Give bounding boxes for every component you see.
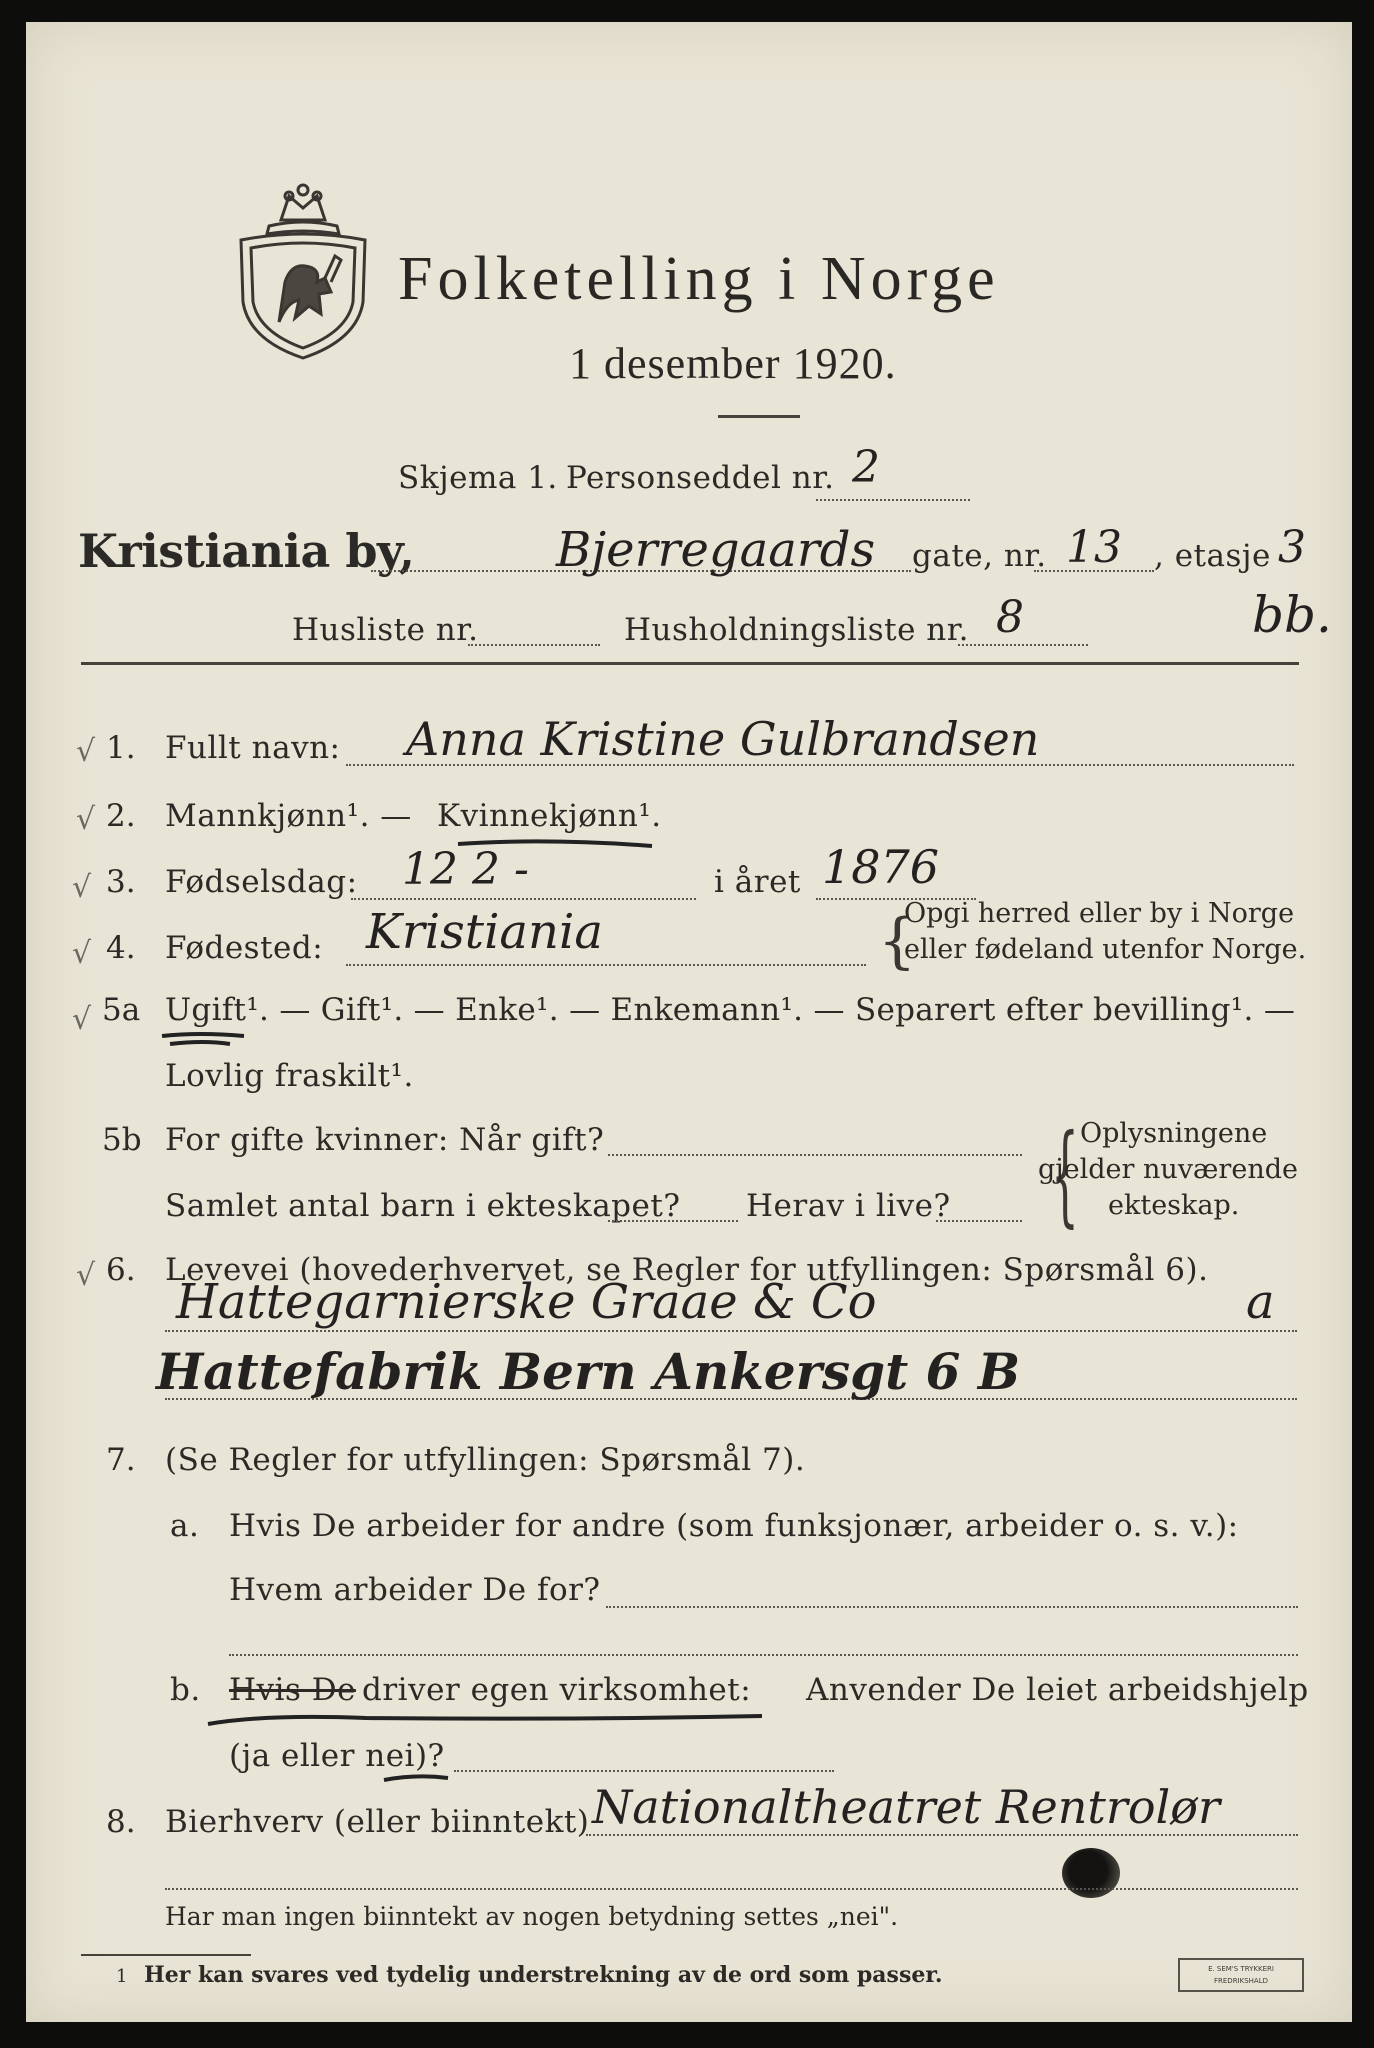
personseddel-line bbox=[816, 499, 970, 501]
checkmark-4: √ bbox=[72, 936, 92, 971]
printer-stamp bbox=[1178, 1958, 1304, 1992]
q8-label: Bierhverv (eller biinntekt) bbox=[165, 1804, 590, 1840]
footer-note: Har man ingen biinntekt av nogen betydning settes „nei". bbox=[165, 1902, 899, 1931]
q3-day-line bbox=[351, 898, 696, 900]
q5b-alive-line bbox=[936, 1220, 1022, 1222]
footnote-number: 1 bbox=[116, 1966, 128, 1987]
q3-number: 3. bbox=[106, 864, 136, 900]
occupation-value-1-tail: a bbox=[1246, 1274, 1275, 1330]
checkmark-2: √ bbox=[76, 802, 96, 837]
q2-number: 2. bbox=[106, 798, 136, 834]
form-title: Folketelling i Norge bbox=[398, 245, 1000, 313]
husholdning-value[interactable]: 8 bbox=[996, 592, 1024, 643]
q5b-brace: { bbox=[1051, 1110, 1079, 1238]
q6-number: 6. bbox=[106, 1252, 136, 1288]
etasje-value[interactable]: 3 bbox=[1278, 522, 1306, 573]
q5b-children: Samlet antal barn i ekteskapet? bbox=[165, 1188, 681, 1224]
q2-male: Mannkjønn¹. — bbox=[165, 798, 412, 834]
husholdning-label: Husholdningsliste nr. bbox=[624, 612, 970, 648]
checkmark-3: √ bbox=[72, 870, 92, 905]
q4-label: Fødested: bbox=[165, 930, 324, 966]
q7b-nei-underline bbox=[382, 1772, 452, 1786]
q7b-text: driver egen virksomhet: bbox=[362, 1672, 752, 1708]
personseddel-value[interactable]: 2 bbox=[852, 442, 880, 493]
q5b-when-line bbox=[608, 1154, 1022, 1156]
full-name-value[interactable]: Anna Kristine Gulbrandsen bbox=[406, 712, 1040, 766]
checkmark-6: √ bbox=[76, 1258, 96, 1293]
q2-female[interactable]: Kvinnekjønn¹. bbox=[437, 798, 662, 834]
q5a-number: 5a bbox=[102, 992, 141, 1028]
occupation-value-1[interactable]: Hattegarnierske Graae & Co bbox=[176, 1274, 877, 1330]
birthplace-value[interactable]: Kristiania bbox=[366, 904, 603, 960]
q6-label: Levevei (hovederhvervet, se Regler for utfyllingen: Spørsmål 6). bbox=[165, 1252, 1209, 1288]
q6-line-1 bbox=[165, 1330, 1297, 1332]
marital-options[interactable]: Ugift¹. — Gift¹. — Enke¹. — Enkemann¹. — Separert efter bevilling¹. — bbox=[165, 992, 1296, 1028]
q4-line bbox=[346, 964, 866, 966]
q7b-strike: Hvis De bbox=[229, 1672, 356, 1708]
gate-label: gate, nr. bbox=[912, 538, 1047, 574]
q4-number: 4. bbox=[106, 930, 136, 966]
marital-options-2[interactable]: Lovlig fraskilt¹. bbox=[165, 1058, 414, 1094]
q8-number: 8. bbox=[106, 1804, 136, 1840]
q5b-note-1: Oplysningene bbox=[1080, 1118, 1268, 1149]
q7b-text2: Anvender De leiet arbeidshjelp bbox=[806, 1672, 1309, 1708]
q4-note-2: eller fødeland utenfor Norge. bbox=[904, 934, 1307, 965]
husliste-line bbox=[468, 644, 600, 646]
etasje-label: , etasje bbox=[1154, 538, 1271, 574]
q7-number: 7. bbox=[106, 1442, 136, 1478]
street-value[interactable]: Bjerregaards bbox=[556, 522, 876, 578]
q8-line bbox=[586, 1834, 1298, 1836]
q5b-when: For gifte kvinner: Når gift? bbox=[165, 1122, 605, 1158]
q1-number: 1. bbox=[106, 730, 136, 766]
footnote-rule bbox=[81, 1954, 251, 1956]
side-income-value[interactable]: Nationaltheatret Rentrolør bbox=[592, 1780, 1220, 1834]
census-form bbox=[26, 22, 1352, 2022]
q7b-line bbox=[454, 1770, 834, 1772]
footnote-text: Her kan svares ved tydelig understrekning av de ord som passer. bbox=[144, 1962, 943, 1988]
q7a-line2: Hvem arbeider De for? bbox=[229, 1572, 601, 1608]
q4-brace: { bbox=[878, 906, 917, 976]
personseddel-label: Personseddel nr. bbox=[566, 460, 835, 496]
q8-line-2 bbox=[165, 1888, 1298, 1890]
q5b-children-line bbox=[608, 1220, 738, 1222]
q7a-line-2 bbox=[229, 1654, 1298, 1656]
q4-note-1: Opgi herred eller by i Norge bbox=[904, 898, 1295, 929]
birthday-value[interactable]: 12 2 - bbox=[402, 844, 529, 895]
q5b-note-3: ekteskap. bbox=[1108, 1190, 1240, 1221]
street-number-value[interactable]: 13 bbox=[1066, 522, 1122, 573]
q7a-line bbox=[606, 1606, 1298, 1608]
birth-year-value[interactable]: 1876 bbox=[822, 840, 940, 894]
skjema-label: Skjema 1. bbox=[398, 460, 558, 496]
coat-of-arms-icon bbox=[229, 182, 377, 362]
q7b-underline bbox=[206, 1710, 766, 1732]
q5b-note-2: gjelder nuværende bbox=[1038, 1154, 1298, 1185]
checkmark-5a: √ bbox=[72, 1002, 92, 1037]
q7b-letter: b. bbox=[170, 1672, 201, 1708]
checkmark-1: √ bbox=[76, 734, 96, 769]
q5b-alive: Herav i live? bbox=[746, 1188, 951, 1224]
ink-blot bbox=[1062, 1848, 1120, 1898]
q7b-line2: (ja eller nei)? bbox=[229, 1738, 445, 1774]
q3-year-label: i året bbox=[714, 864, 801, 900]
husholdning-line bbox=[958, 644, 1088, 646]
printer-line-1: E. SEM'S TRYKKERI bbox=[1208, 1965, 1274, 1973]
q1-label: Fullt navn: bbox=[165, 730, 341, 766]
occupation-value-2[interactable]: Hattefabrik Bern Ankersgt 6 B bbox=[156, 1342, 1021, 1401]
header-rule bbox=[81, 662, 1299, 665]
q7a-text: Hvis De arbeider for andre (som funksjonær, arbeider o. s. v.): bbox=[229, 1508, 1239, 1544]
city-label: Kristiania by, bbox=[78, 524, 415, 578]
margin-note: bb. bbox=[1252, 586, 1332, 644]
printer-line-2: FREDRIKSHALD bbox=[1213, 1977, 1268, 1985]
q7a-letter: a. bbox=[170, 1508, 200, 1544]
q3-label: Fødselsdag: bbox=[165, 864, 358, 900]
title-rule bbox=[718, 415, 800, 418]
q7-label: (Se Regler for utfyllingen: Spørsmål 7). bbox=[165, 1442, 806, 1478]
q5b-number: 5b bbox=[102, 1122, 142, 1158]
census-date: 1 desember 1920. bbox=[569, 339, 897, 388]
q5a-underline bbox=[160, 1030, 250, 1050]
husliste-label: Husliste nr. bbox=[292, 612, 479, 648]
